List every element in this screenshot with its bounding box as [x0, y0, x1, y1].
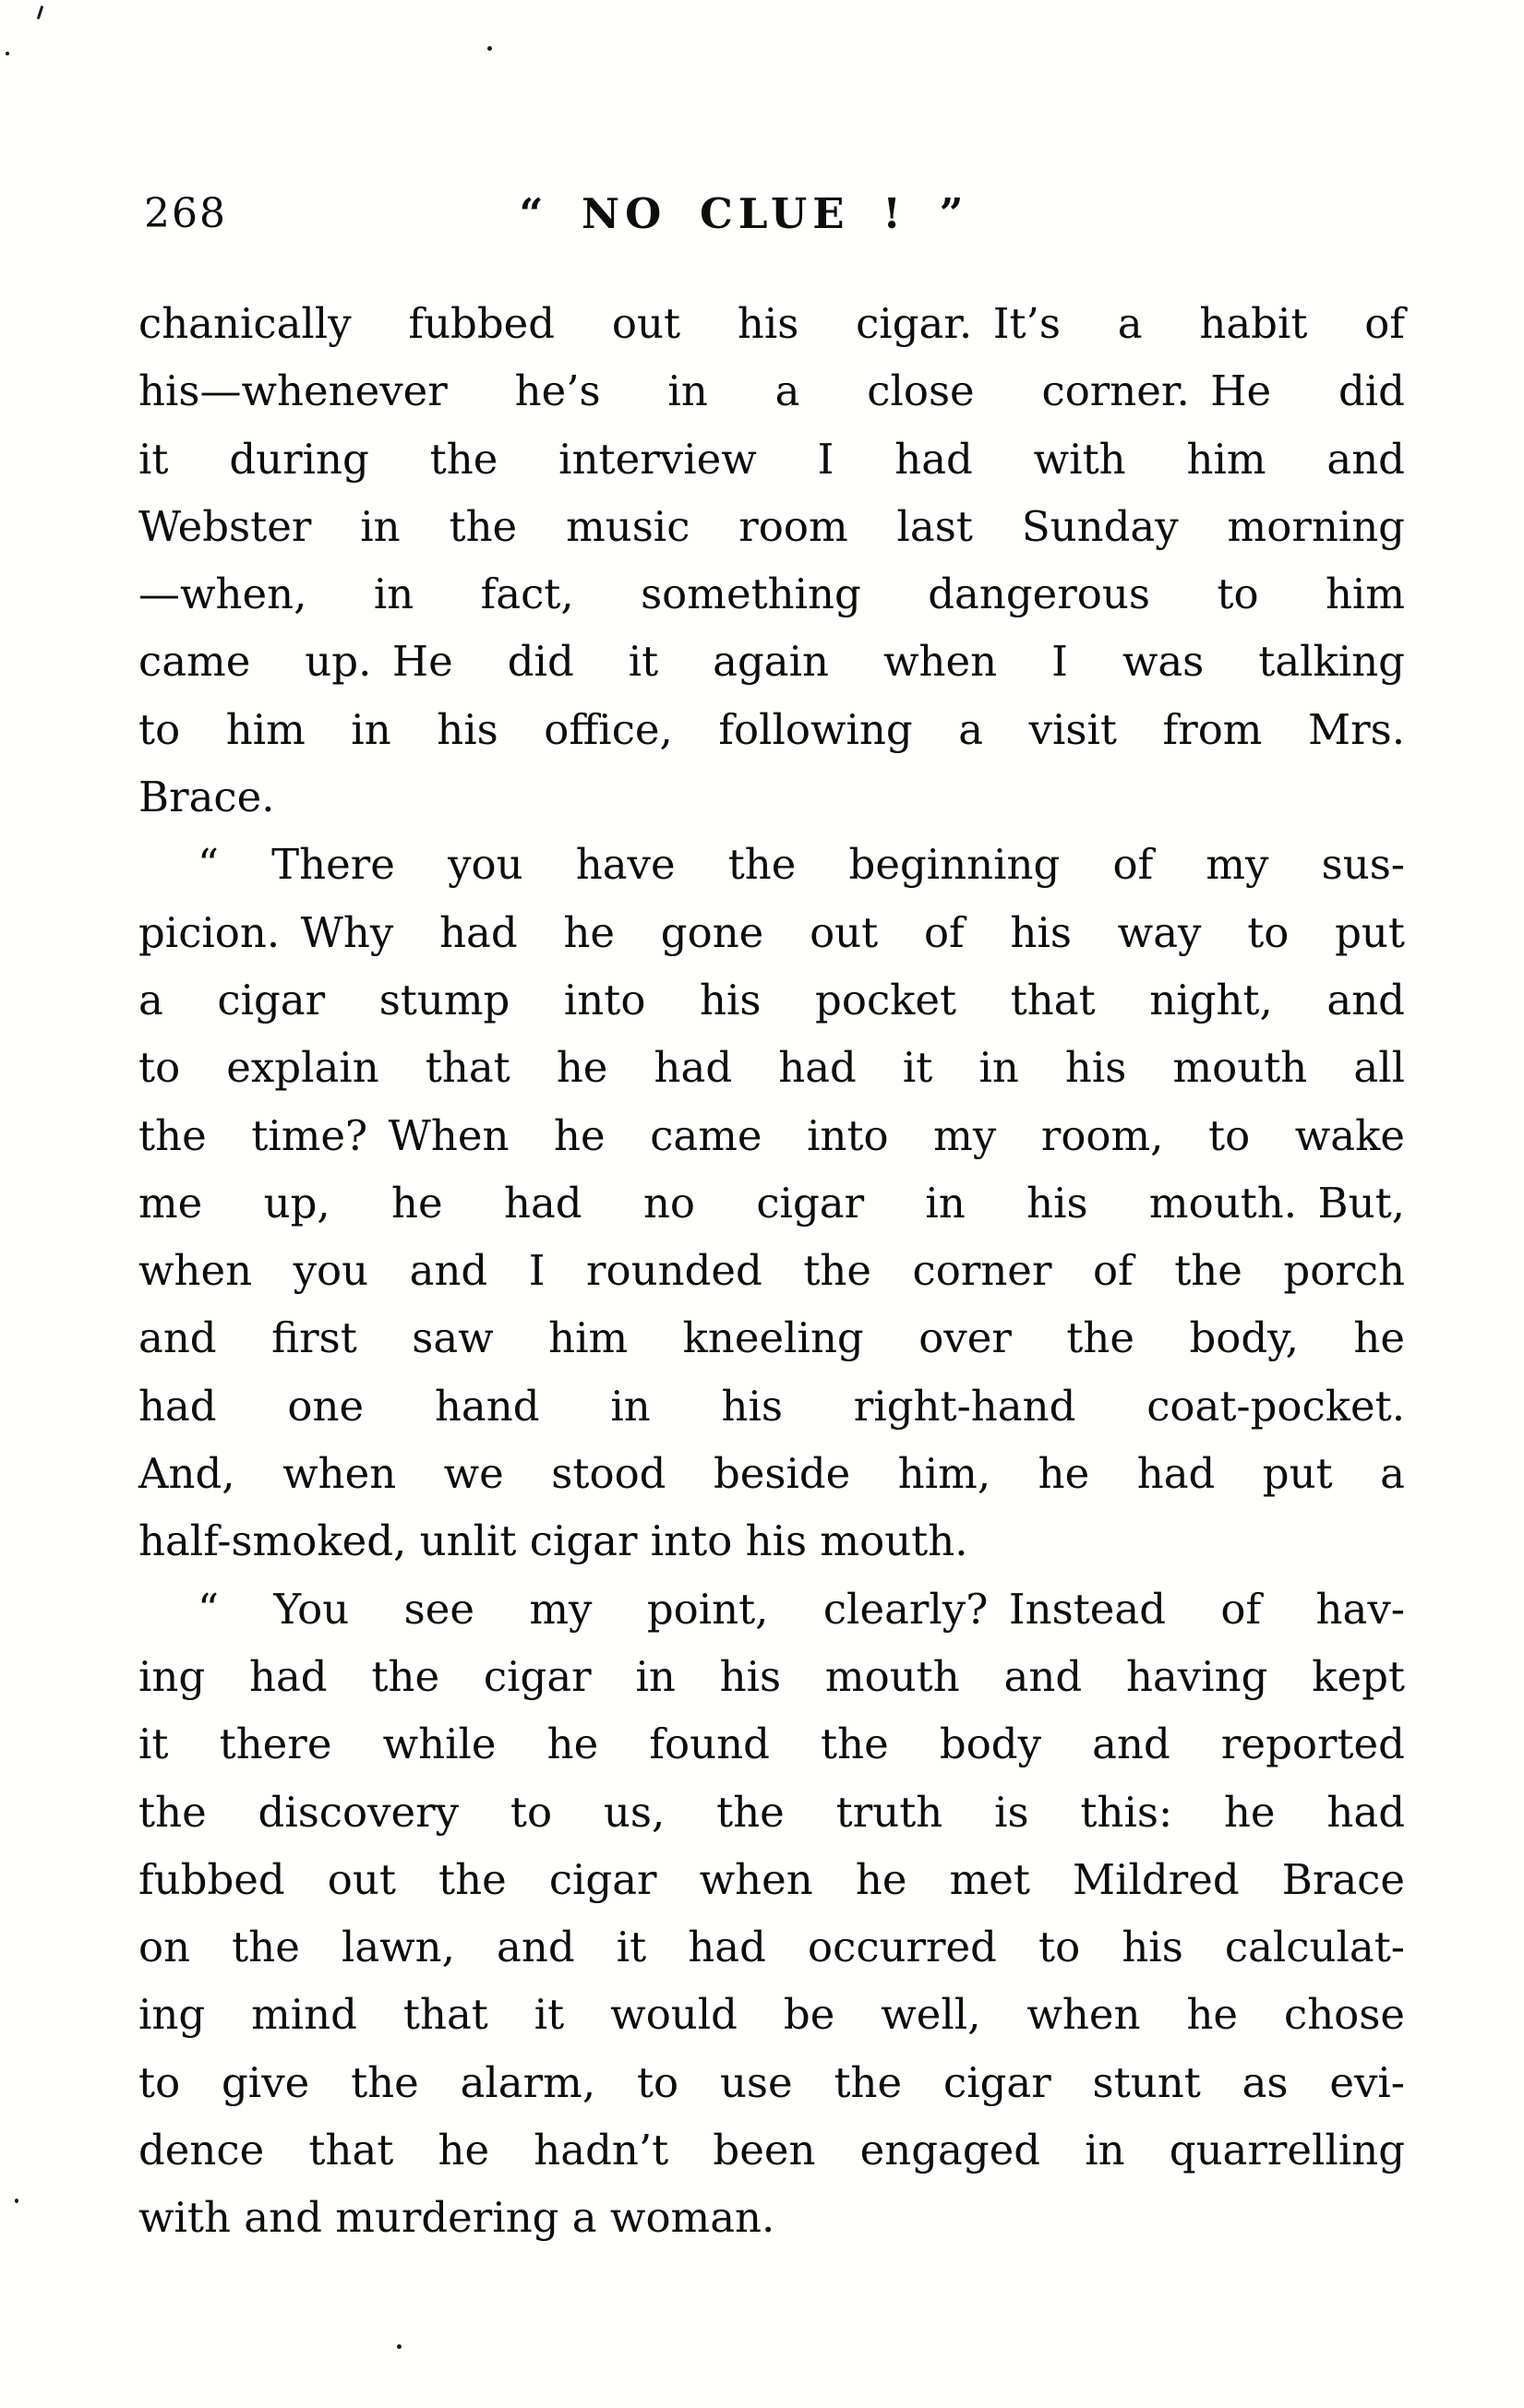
scan-artifact [487, 46, 492, 51]
text-line: his—whenever he’s in a close corner. He did [138, 366, 1405, 416]
text-line: a cigar stump into his pocket that night, and [138, 975, 1405, 1024]
text-line: and first saw him kneeling over the body, he [138, 1313, 1405, 1363]
text-line: chanically fubbed out his cigar. It’s a habit of [138, 299, 1405, 348]
page-number: 268 [144, 190, 227, 237]
text-line: with and murdering a woman. [138, 2193, 775, 2243]
text-line: half-smoked, unlit cigar into his mouth. [138, 1516, 968, 1566]
text-line: fubbed out the cigar when he met Mildred Brace [138, 1854, 1405, 1904]
text-line: the time? When he came into my room, to wake [138, 1110, 1405, 1160]
text-line: ing had the cigar in his mouth and having kept [138, 1651, 1405, 1701]
text-line: dence that he hadn’t been engaged in quarrelling [138, 2126, 1405, 2175]
text-line: —when, in fact, something dangerous to him [138, 569, 1405, 619]
running-title: “ NO CLUE ! ” [519, 189, 969, 238]
text-line: on the lawn, and it had occurred to his calculat- [138, 1923, 1405, 1972]
text-line: Webster in the music room last Sunday morning [138, 501, 1405, 551]
text-line: picion. Why had he gone out of his way to put [138, 907, 1405, 957]
text-line: to explain that he had had it in his mouth all [138, 1043, 1405, 1093]
text-line: And, when we stood beside him, he had put a [138, 1449, 1405, 1499]
text-line: to him in his office, following a visit from Mrs. [138, 704, 1405, 754]
text-line: the discovery to us, the truth is this: he had [138, 1787, 1405, 1837]
scan-artifact [6, 52, 9, 55]
scan-artifact [397, 2344, 402, 2349]
page-header [138, 186, 1405, 246]
text-line: had one hand in his right-hand coat-pocket. [138, 1381, 1405, 1431]
text-line: it during the interview I had with him and [138, 434, 1405, 484]
text-line: “ You see my point, clearly? Instead of hav- [198, 1584, 1405, 1634]
text-line: came up. He did it again when I was talking [138, 637, 1405, 687]
text-line: when you and I rounded the corner of the porch [138, 1246, 1405, 1296]
text-line: to give the alarm, to use the cigar stunt as evi- [138, 2057, 1405, 2107]
scan-artifact [37, 6, 43, 19]
text-line: ing mind that it would be well, when he chose [138, 1990, 1405, 2040]
text-line: “ There you have the beginning of my sus- [198, 840, 1405, 890]
text-line: Brace. [138, 773, 275, 822]
scan-artifact [15, 2198, 18, 2203]
text-line: it there while he found the body and reported [138, 1719, 1405, 1769]
body-text [138, 290, 1405, 2252]
text-line: me up, he had no cigar in his mouth. But, [138, 1178, 1405, 1228]
